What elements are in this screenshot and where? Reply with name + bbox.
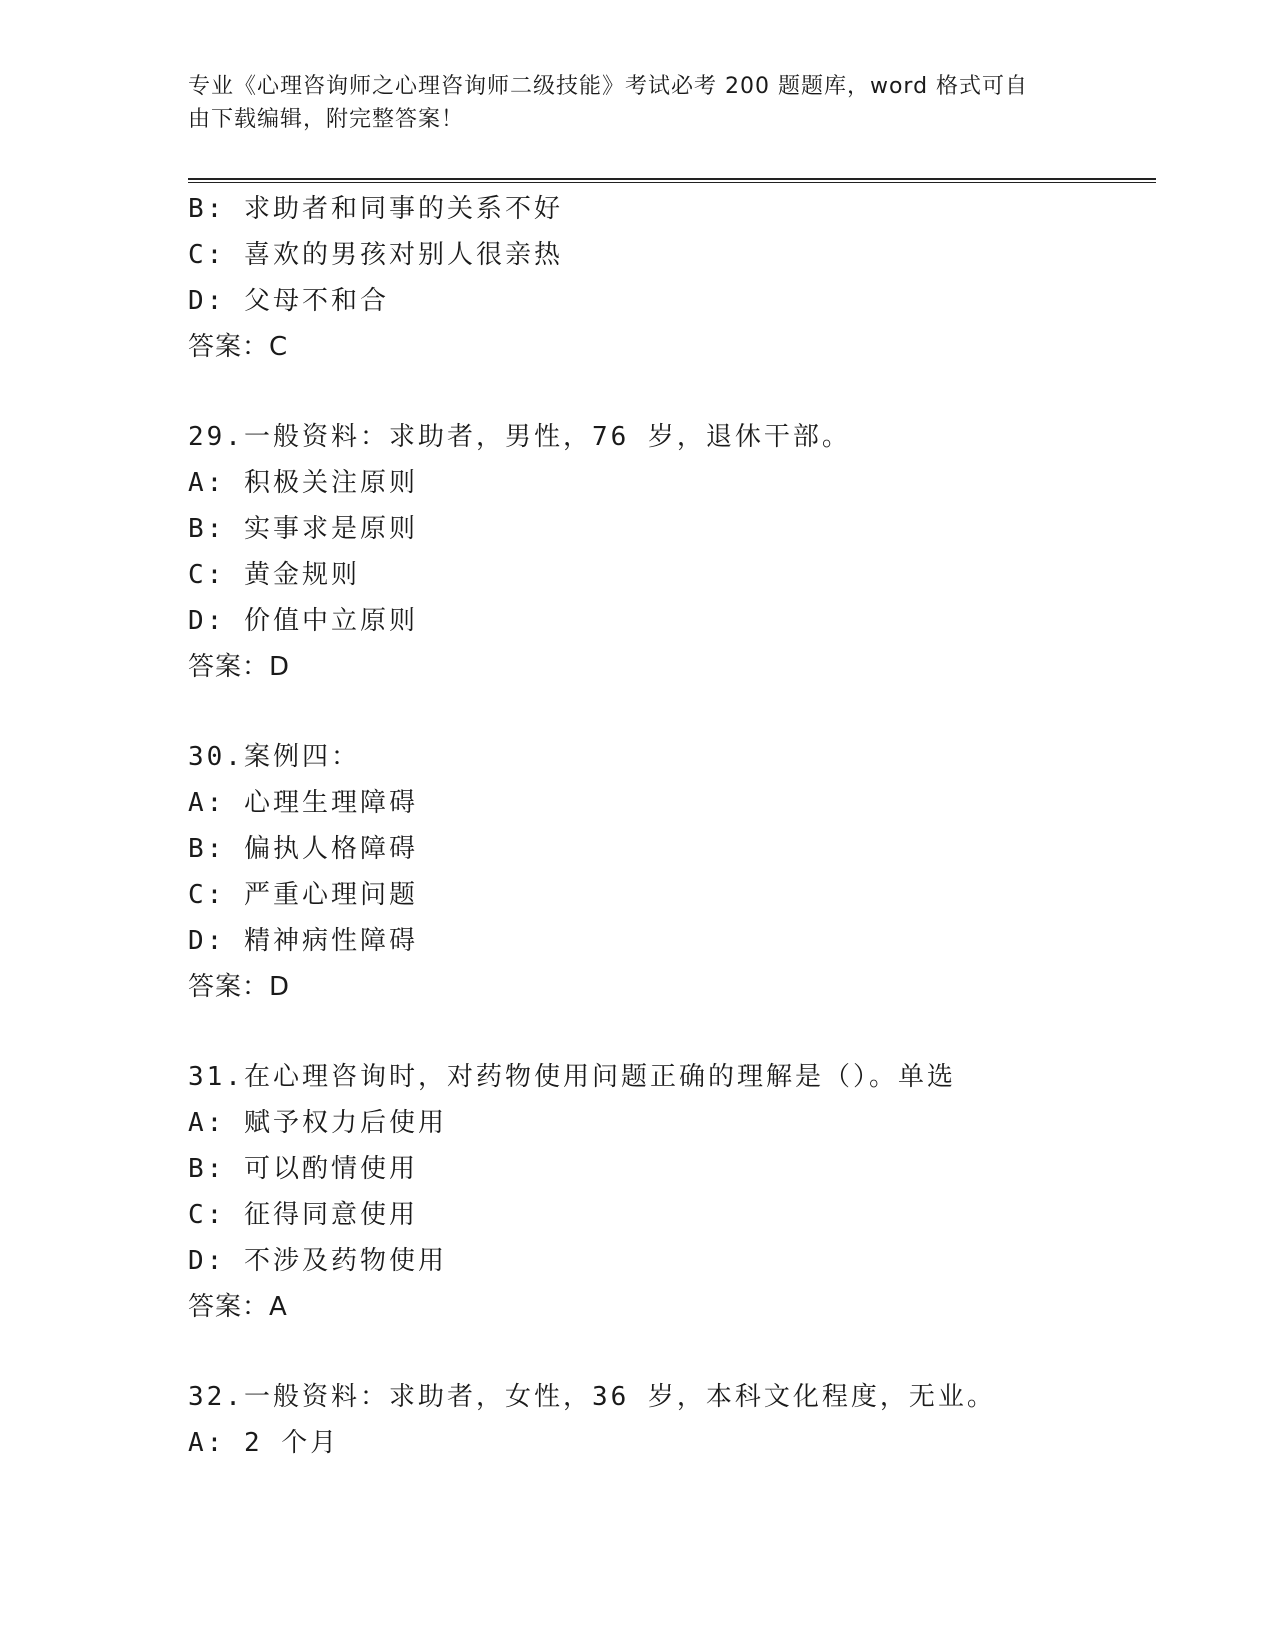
header-line-1: 专业《心理咨询师之心理咨询师二级技能》考试必考 200 题题库，word 格式可自	[188, 74, 1029, 99]
question-text: 32.一般资料：求助者，女性，36 岁，本科文化程度，无业。	[188, 1382, 996, 1412]
header-divider-thin	[188, 182, 1156, 183]
question-text: 30.案例四：	[188, 742, 360, 772]
answer: 答案：A	[188, 1292, 288, 1322]
option-c: C: 严重心理问题	[188, 880, 418, 910]
option-d: D: 父母不和合	[188, 286, 389, 316]
option-d: D: 不涉及药物使用	[188, 1246, 447, 1276]
question-text: 31.在心理咨询时，对药物使用问题正确的理解是（）。单选	[188, 1062, 956, 1092]
option-a: A: 赋予权力后使用	[188, 1108, 447, 1138]
question-list	[188, 186, 1156, 1466]
option-b: B: 可以酌情使用	[188, 1154, 418, 1184]
option-c: C: 黄金规则	[188, 560, 360, 590]
question-block-30	[188, 734, 1156, 1010]
question-block-32	[188, 1374, 1156, 1466]
question-text: 29.一般资料：求助者，男性，76 岁，退休干部。	[188, 422, 851, 452]
question-block-31	[188, 1054, 1156, 1330]
option-b: B: 偏执人格障碍	[188, 834, 418, 864]
header-divider	[188, 178, 1156, 180]
question-block-29	[188, 414, 1156, 690]
option-a: A: 积极关注原则	[188, 468, 418, 498]
option-c: C: 征得同意使用	[188, 1200, 418, 1230]
answer: 答案：D	[188, 652, 291, 682]
option-a: A: 2 个月	[188, 1428, 340, 1458]
option-a: A: 心理生理障碍	[188, 788, 418, 818]
option-d: D: 价值中立原则	[188, 606, 418, 636]
answer: 答案：C	[188, 332, 289, 362]
question-block-28	[188, 186, 1156, 370]
option-b: B: 求助者和同事的关系不好	[188, 194, 563, 224]
header-line-2: 由下载编辑，附完整答案！	[188, 107, 465, 132]
document-header	[188, 70, 1068, 136]
option-c: C: 喜欢的男孩对别人很亲热	[188, 240, 563, 270]
option-d: D: 精神病性障碍	[188, 926, 418, 956]
answer: 答案：D	[188, 972, 291, 1002]
option-b: B: 实事求是原则	[188, 514, 418, 544]
